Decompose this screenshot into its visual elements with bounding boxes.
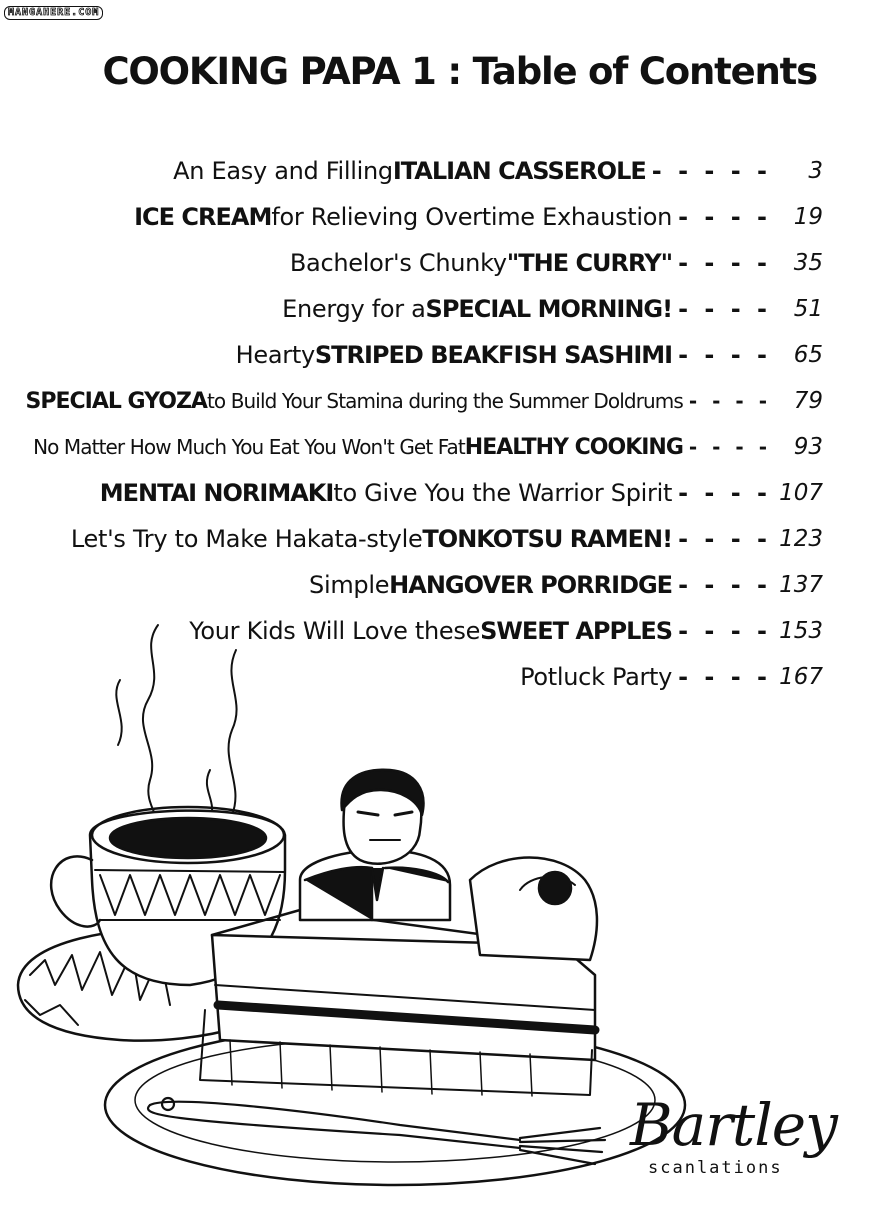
- page-number: 153: [779, 618, 823, 644]
- toc-entry: [0, 424, 869, 470]
- entry-text: Let's Try to Make Hakata-style: [70, 525, 423, 553]
- page-number: 123: [779, 526, 823, 552]
- cream-topping: [470, 858, 597, 961]
- leader-dashes: - - - -: [678, 663, 771, 691]
- entry-dish: HEALTHY COOKING: [464, 434, 683, 460]
- entry-text-tail: to Give You the Warrior Spirit: [333, 479, 673, 507]
- page-number: 167: [779, 664, 823, 690]
- page-number: 3: [808, 158, 823, 184]
- page-number: 107: [779, 480, 823, 506]
- entry-dish: HANGOVER PORRIDGE: [389, 571, 673, 599]
- entry-text: Potluck Party: [520, 663, 673, 691]
- page-number: 79: [793, 388, 823, 414]
- toc-entry: [0, 470, 869, 516]
- leader-dashes: - - - -: [688, 435, 771, 459]
- entry-dish: TONKOTSU RAMEN!: [422, 525, 673, 553]
- entry-dish: STRIPED BEAKFISH SASHIMI: [314, 341, 673, 369]
- leader-dashes: - - - -: [678, 249, 771, 277]
- entry-dish: MENTAI NORIMAKI: [99, 479, 334, 507]
- scanlator-subtitle: scanlations: [648, 1158, 783, 1178]
- leader-dashes: - - - - -: [651, 157, 771, 185]
- leader-dashes: - - - -: [678, 479, 771, 507]
- leader-dashes: - - - -: [688, 389, 771, 413]
- page-number: 35: [793, 250, 823, 276]
- page-number: 19: [793, 204, 823, 230]
- entry-text: Bachelor's Chunky: [289, 249, 507, 277]
- leader-dashes: - - - -: [678, 617, 771, 645]
- entry-dish: ICE CREAM: [134, 203, 272, 231]
- entry-text: Simple: [309, 571, 390, 599]
- entry-dish: ITALIAN CASSEROLE: [392, 157, 646, 185]
- site-watermark: MANGAHERE.COM: [4, 6, 103, 20]
- toc-entry: [0, 332, 869, 378]
- entry-dish: SWEET APPLES: [480, 617, 673, 645]
- entry-dish: "THE CURRY": [506, 249, 673, 277]
- leader-dashes: - - - -: [678, 295, 771, 323]
- toc-entry: [0, 286, 869, 332]
- entry-text-tail: to Build Your Stamina during the Summer Doldrums: [206, 389, 683, 413]
- toc-entry: [0, 240, 869, 286]
- entry-text: Energy for a: [282, 295, 426, 323]
- toc-entry: [0, 148, 869, 194]
- entry-text: Hearty: [235, 341, 315, 369]
- coffee-surface: [110, 818, 266, 858]
- page-number: 51: [793, 296, 823, 322]
- page-number: 65: [793, 342, 823, 368]
- toc-entry: [0, 516, 869, 562]
- scanlator-logo: Bartley: [630, 1091, 837, 1159]
- toc-entry: [0, 378, 869, 424]
- page-title: COOKING PAPA 1 : Table of Contents: [102, 50, 817, 93]
- leader-dashes: - - - -: [678, 341, 771, 369]
- berry: [539, 872, 571, 904]
- entry-dish: SPECIAL MORNING!: [425, 295, 673, 323]
- leader-dashes: - - - -: [678, 203, 771, 231]
- entry-text: No Matter How Much You Eat You Won't Get Fat: [33, 435, 465, 459]
- entry-dish: SPECIAL GYOZA: [25, 388, 207, 414]
- entry-text: Your Kids Will Love these: [189, 617, 481, 645]
- entry-text-tail: for Relieving Overtime Exhaustion: [271, 203, 673, 231]
- leader-dashes: - - - -: [678, 525, 771, 553]
- toc-entry: [0, 194, 869, 240]
- entry-text: An Easy and Filling: [173, 157, 393, 185]
- chef-figure: [300, 770, 450, 920]
- page-number: 93: [793, 434, 823, 460]
- page-number: 137: [779, 572, 823, 598]
- leader-dashes: - - - -: [678, 571, 771, 599]
